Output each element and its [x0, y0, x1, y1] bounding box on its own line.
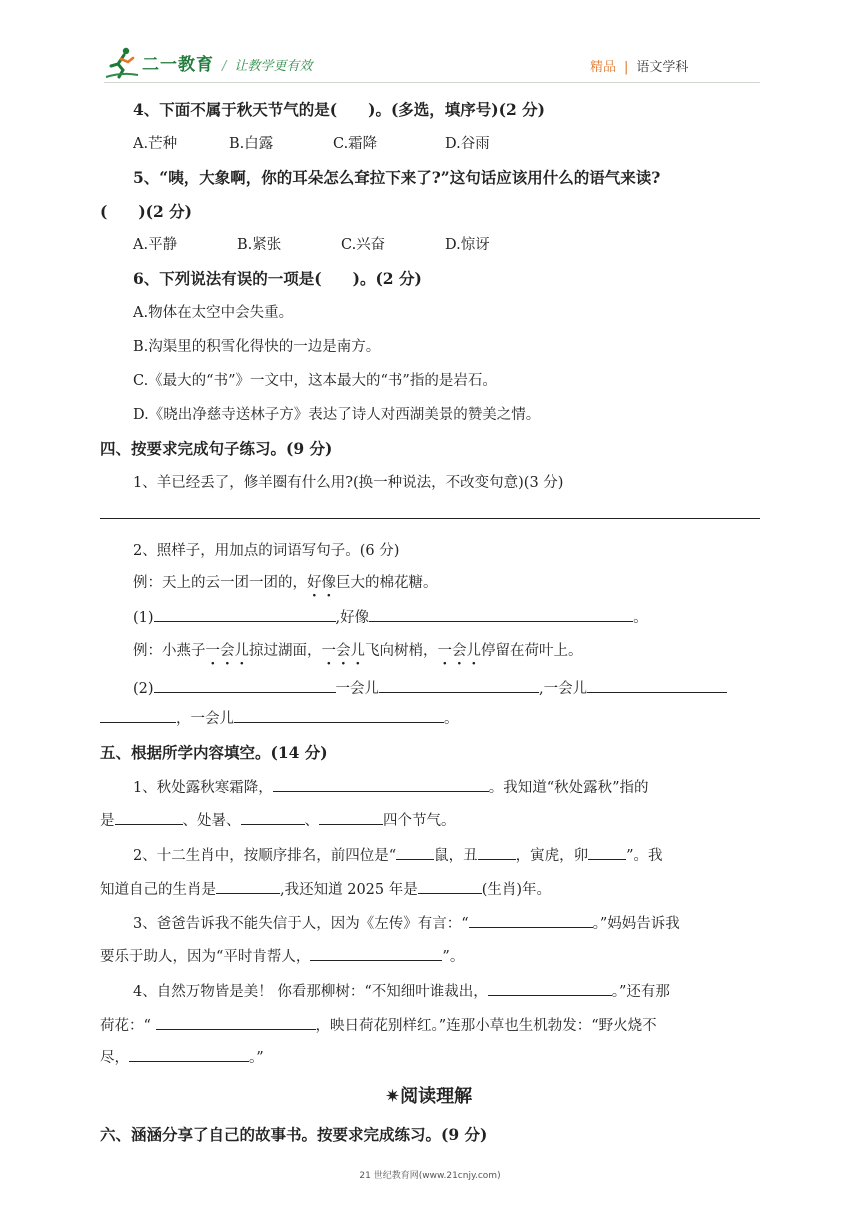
q5-option-c: C.兴奋 — [341, 237, 386, 253]
s5q2-a: 2、十二生肖中，按顺序排名，前四位是“ — [133, 848, 397, 864]
s5q4-d: ，映日荷花别样红。”连那小草也生机勃发：“野火烧不 — [315, 1018, 657, 1034]
ex1-text-a: 例：天上的云一团一团的， — [133, 575, 307, 591]
s5q3-blank-1[interactable] — [469, 911, 593, 928]
s5q4-blank-2[interactable] — [156, 1013, 316, 1030]
logo-text: 二一教育 — [142, 54, 214, 75]
q4-option-a: A.芒种 — [133, 136, 178, 152]
s5-q1-line1 — [133, 775, 649, 797]
s5q3-b: 。”妈妈告诉我 — [592, 916, 680, 932]
s4-fill-2 — [133, 676, 727, 698]
s5q3-d: ”。 — [442, 949, 465, 965]
ex2-dot-2c: 儿 — [350, 643, 365, 659]
section-5-title: 五、根据所学内容填空。(14 分) — [100, 743, 328, 762]
section-6-title: 六、涵涵分享了自己的故事书。按要求完成练习。(9 分) — [100, 1125, 488, 1144]
s5q4-blank-3[interactable] — [129, 1045, 249, 1062]
s5q3-blank-2[interactable] — [310, 944, 442, 961]
page-footer: 21 世纪教育网(www.21cnjy.com) — [359, 1171, 501, 1181]
fill2-end: 。 — [444, 711, 459, 727]
subject-label: 语文学科 — [636, 60, 689, 75]
s5-q2-line2 — [100, 877, 551, 899]
s5-q4-line1 — [133, 979, 670, 1001]
s5q1-a: 1、秋处露秋寒霜降， — [133, 780, 273, 796]
q4-option-c: C.霜降 — [333, 136, 378, 152]
s5q4-f: 。” — [249, 1050, 264, 1066]
section-4-title: 四、按要求完成句子练习。(9 分) — [100, 439, 333, 458]
ex2-dot-3b: 会 — [452, 643, 467, 659]
header-divider — [104, 82, 760, 83]
s4-example-1 — [133, 571, 438, 592]
ex1-text-b: 巨大的棉花糖。 — [336, 575, 438, 591]
slogan-text: 让教学更有效 — [234, 59, 313, 74]
q4-option-d: D.谷雨 — [445, 136, 490, 152]
ex2-dot-1b: 会 — [220, 643, 235, 659]
s5q2-f: ,我还知道 2025 年是 — [280, 882, 418, 898]
s5q2-b: 鼠，丑 — [434, 848, 478, 864]
q4-stem: 4、下面不属于秋天节气的是( )。(多选，填序号)(2 分) — [133, 100, 545, 119]
ex2-dot-1c: 儿 — [234, 643, 249, 659]
s5q1-blank-2[interactable] — [115, 808, 183, 825]
fill1-blank-1[interactable] — [154, 605, 336, 622]
q6-option-b: B.沟渠里的积雪化得快的一边是南方。 — [133, 339, 381, 355]
q5-stem: 5、“咦，大象啊，你的耳朵怎么耷拉下来了?”这句话应该用什么的语气来读? — [133, 168, 661, 187]
fill2-blank-3[interactable] — [587, 676, 727, 693]
s5q2-e: 知道自己的生肖是 — [100, 882, 216, 898]
q5-options — [133, 233, 490, 254]
ex2-text-a: 例：小燕子 — [133, 643, 206, 659]
s5q2-blank-3[interactable] — [588, 843, 626, 860]
page-header — [0, 0, 860, 90]
q5-option-d: D.惊讶 — [445, 237, 490, 253]
s5q4-a: 4、自然万物皆是美！ 你看那柳树：“不知细叶谁裁出， — [133, 984, 488, 1000]
slogan: / 让教学更有效 — [222, 59, 313, 74]
q6-option-d: D.《晓出净慈寺送林子方》表达了诗人对西湖美景的赞美之情。 — [133, 407, 541, 423]
ex2-dot-3c: 儿 — [466, 643, 481, 659]
ex2-text-d: 停留在荷叶上。 — [481, 643, 583, 659]
fill2-blank-1[interactable] — [154, 676, 336, 693]
ex2-dot-1a: 一 — [205, 643, 220, 659]
fill2-blank-2[interactable] — [379, 676, 539, 693]
premium-tag: 精品 — [590, 60, 617, 75]
runner-logo-icon — [104, 44, 140, 80]
s5q4-b: 。”还有那 — [611, 984, 670, 1000]
s5-q3-line1 — [133, 911, 680, 933]
fill2-mid-3: ，一会儿 — [176, 711, 234, 727]
s5q1-d: 、处暑、 — [182, 813, 241, 829]
s5q2-g: (生肖)年。 — [481, 882, 552, 898]
s5-q3-line2 — [100, 944, 464, 966]
fill1-label: (1) — [133, 610, 154, 626]
reading-section-title: ✷阅读理解 — [385, 1086, 473, 1107]
ex2-dot-2b: 会 — [336, 643, 351, 659]
s5q1-blank-4[interactable] — [319, 808, 383, 825]
ex2-text-b: 掠过湖面， — [249, 643, 322, 659]
s5q2-blank-1[interactable] — [396, 843, 434, 860]
ex2-dot-2a: 一 — [321, 643, 336, 659]
ex1-dotted-word-2: 像 — [321, 575, 336, 591]
s5q1-c: 是 — [100, 813, 115, 829]
logo — [104, 44, 214, 80]
fill1-mid: ,好像 — [335, 610, 370, 626]
fill2-blank-4[interactable] — [100, 706, 176, 723]
q6-option-c: C.《最大的“书”》一文中，这本最大的“书”指的是岩石。 — [133, 373, 497, 389]
s5q1-e: 、 — [304, 813, 319, 829]
fill1-blank-2[interactable] — [369, 605, 633, 622]
ex2-dot-3a: 一 — [437, 643, 452, 659]
fill2-mid-1: 一会儿 — [335, 681, 380, 697]
s5-q1-line2 — [100, 808, 456, 830]
fill2-mid-2: ,一会儿 — [539, 681, 588, 697]
s5-q4-line3 — [100, 1045, 264, 1067]
ex2-text-c: 飞向树梢， — [365, 643, 438, 659]
s5q3-c: 要乐于助人，因为“平时肯帮人， — [100, 949, 311, 965]
s5q2-blank-4[interactable] — [216, 877, 280, 894]
fill2-blank-5[interactable] — [234, 706, 444, 723]
s5q1-b: 。我知道“秋处露秋”指的 — [488, 780, 649, 796]
q4-option-b: B.白露 — [229, 136, 274, 152]
s5q3-a: 3、爸爸告诉我不能失信于人，因为《左传》有言：“ — [133, 916, 469, 932]
q5-option-b: B.紧张 — [237, 237, 282, 253]
q6-option-a: A.物体在太空中会失重。 — [133, 305, 294, 321]
s5q4-c: 荷花：“ — [100, 1018, 156, 1034]
s4-fill-2-continued — [100, 706, 459, 728]
s5q2-blank-5[interactable] — [418, 877, 482, 894]
s5q1-blank-3[interactable] — [241, 808, 305, 825]
ex1-dotted-word-1: 好 — [307, 575, 322, 591]
q6-stem: 6、下列说法有误的一项是( )。(2 分) — [133, 269, 422, 288]
s5q1-f: 四个节气。 — [383, 813, 456, 829]
s5q4-e: 尽， — [100, 1050, 129, 1066]
s5q4-blank-1[interactable] — [488, 979, 612, 996]
s5q2-c: ，寅虎，卯 — [515, 848, 589, 864]
header-right: 精品 | 语文学科 — [590, 60, 689, 75]
s4-fill-1 — [133, 605, 648, 627]
s4-example-2 — [133, 639, 583, 660]
q4-options — [133, 132, 490, 153]
q5-option-a: A.平静 — [133, 237, 178, 253]
q5-stem-continued: ( )(2 分) — [100, 202, 193, 221]
fill1-end: 。 — [633, 610, 648, 626]
s5q1-blank-1[interactable] — [273, 775, 489, 792]
s5-q4-line2 — [100, 1013, 657, 1035]
s5q2-blank-2[interactable] — [478, 843, 516, 860]
s5q2-d: ”。我 — [626, 848, 663, 864]
s4-q1: 1、羊已经丢了，修羊圈有什么用?(换一种说法，不改变句意)(3 分) — [133, 475, 564, 491]
fill2-label: (2) — [133, 681, 154, 697]
s4-q1-answer-line[interactable] — [100, 518, 760, 519]
s5-q2-line1 — [133, 843, 663, 865]
s4-q2: 2、照样子，用加点的词语写句子。(6 分) — [133, 543, 400, 559]
